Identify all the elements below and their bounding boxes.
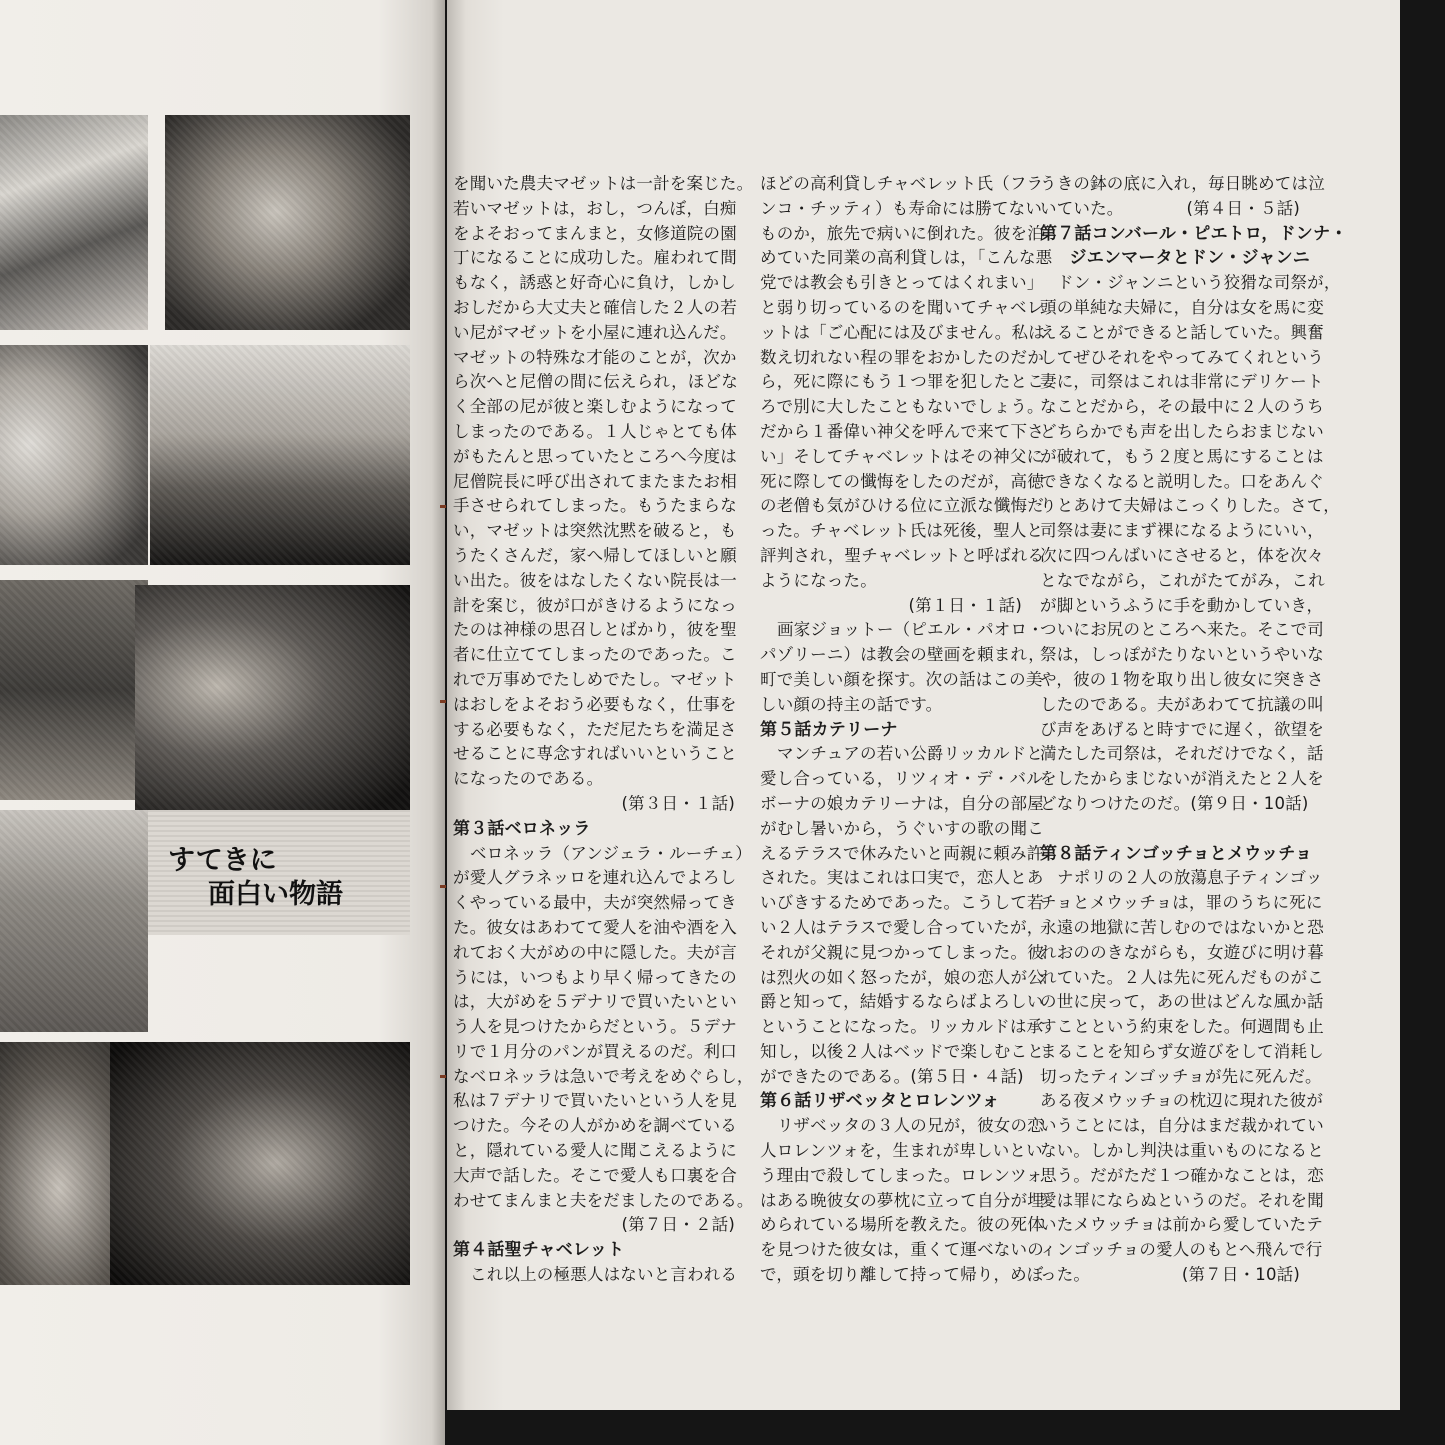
text-line: 思う。だがただ１つ確かなことは，恋 <box>1040 1165 1324 1185</box>
text-line: 若いマゼットは，おし，つんぼ，白痴 <box>453 198 737 218</box>
text-line: 死に際しての懺悔をしたのだが，高徳 <box>760 471 1044 491</box>
text-line: 爵と知って，結婚するならばよろしい <box>760 992 1044 1012</box>
text-line: それが父親に見つかってしまった。彼 <box>760 942 1044 962</box>
text-line: ができたのである。 <box>760 1066 911 1086</box>
text-line: う人を見つけたからだという。５デナ <box>453 1017 737 1037</box>
text-line: が脚というふうに手を動かしていき， <box>1040 595 1324 615</box>
text-line: したのである。夫があわてて抗議の叫 <box>1040 694 1324 714</box>
left-page <box>0 0 445 1445</box>
text-line: できなくなると説明した。口をあんぐ <box>1040 471 1324 491</box>
text-line: 町で美しい顔を探す。次の話はこの美 <box>760 669 1043 689</box>
text-line: ベロネッラ（アンジェラ・ルーチェ） <box>470 843 753 863</box>
text-line: チョとメウッチョは，罪のうちに死に <box>1040 893 1323 913</box>
photo-castle-crowd <box>150 345 410 565</box>
text-line: どなりつけたのだ。 <box>1040 793 1191 813</box>
text-line: 画家ジョットー（ピエル・パオロ・ <box>777 620 1044 640</box>
text-line: どちらかでも声を出したらおまじない <box>1040 421 1324 441</box>
text-column-1 <box>453 172 754 1288</box>
text-line: 評判され，聖チャベレットと呼ばれる <box>760 545 1045 565</box>
text-line: が破れて，もう２度と馬にすることは <box>1040 446 1324 466</box>
section-title-line-1: すてきに <box>168 845 277 876</box>
text-line: れておく大がめの中に隠した。夫が言 <box>453 942 737 962</box>
text-line: りとあけて夫婦はこっくりした。さて， <box>1040 496 1340 516</box>
text-line-with-reference <box>1040 1263 1310 1288</box>
text-line: なことだから，その最中に２人のうち <box>1040 397 1324 417</box>
text-line: つけた。今その人がかめを調べている <box>453 1116 737 1136</box>
text-line: 満たした司祭は，それだけでなく，話 <box>1040 744 1324 764</box>
text-line: 手させられてしまった。もうたまらな <box>453 496 737 516</box>
text-line: ドン・ジャンニという狡猾な司祭が， <box>1057 273 1341 293</box>
text-line: いうことには，自分はまだ裁かれてい <box>1040 1116 1324 1136</box>
text-line: う理由で殺してしまった。ロレンツォ <box>760 1165 1043 1185</box>
text-line: マゼットの特殊な才能のことが，次か <box>453 347 737 367</box>
text-line: 者に仕立ててしまったのであった。こ <box>453 645 737 665</box>
episode-reference: (第１日・１話) <box>908 595 1022 615</box>
text-line: い２人はテラスで愛し合っていたが， <box>760 917 1044 937</box>
text-line: は，大がめを５デナリで買いたいとい <box>453 992 737 1012</box>
text-line: ついにお尻のところへ来た。そこで司 <box>1040 620 1324 640</box>
text-line: 愛は罪にならぬというのだ。それを聞 <box>1040 1190 1324 1210</box>
text-line: しい顔の持主の話です。 <box>760 694 943 714</box>
text-line: になったのである。 <box>453 769 604 789</box>
text-line: もなく，誘惑と好奇心に負け，しかし <box>453 273 736 293</box>
text-line: 知し，以後２人はベッドで楽しむこと <box>760 1041 1044 1061</box>
photo-ruins <box>0 810 148 1032</box>
text-line: となでながら，これがたてがみ，これ <box>1040 570 1325 590</box>
text-line: ない。しかし判決は重いものになると <box>1040 1141 1324 1161</box>
text-line: これ以上の極悪人はないと言われる <box>470 1265 738 1285</box>
text-line: で，頭を切り離して持って帰り，めぼ <box>760 1265 1044 1285</box>
photo-monks <box>0 115 148 330</box>
text-line: を見つけた彼女は，重くて運べないの <box>760 1240 1044 1260</box>
text-line: ものか，旅先で病いに倒れた。彼を泊 <box>760 223 1044 243</box>
text-line: された。実はこれは口実で，恋人とあ <box>760 868 1044 888</box>
text-line: なベロネッラは急いで考えをめぐらし， <box>453 1066 754 1086</box>
text-line: や，彼の１物を取り出し彼女に突きさ <box>1040 669 1324 689</box>
text-line: の老僧も気がひける位に立派な懺悔だ <box>760 496 1044 516</box>
text-line: がむし暑いから，うぐいすの歌の聞こ <box>760 818 1044 838</box>
text-line: いびきするためであった。こうして若 <box>760 893 1044 913</box>
text-line: と，隠れている愛人に聞こえるように <box>453 1141 737 1161</box>
text-line: リザベッタの３人の兄が，彼女の恋 <box>777 1116 1044 1136</box>
text-line: めていた同業の高利貸しは，「こんな悪 <box>760 248 1053 268</box>
text-line: が愛人グラネッロを連れ込んでよろし <box>453 868 737 888</box>
section-title-line-2: 面白い物語 <box>208 879 343 910</box>
text-line: わせてまんまと夫をだましたのである。 <box>453 1190 754 1210</box>
text-line <box>1040 817 1310 842</box>
text-line: ボーナの娘カテリーナは，自分の部屋 <box>760 793 1044 813</box>
text-line-with-reference <box>760 1065 1032 1090</box>
text-line: ら，死に際にもう１つ罪を犯したとこ <box>760 372 1044 392</box>
text-line: ら次へと尼僧の間に伝えられ，ほどな <box>453 372 738 392</box>
text-line-with-reference <box>1040 197 1310 222</box>
text-line: しまったのである。１人じゃとても体 <box>453 421 737 441</box>
story-heading: ジエンマータとドン・ジャンニ <box>1069 248 1310 269</box>
text-line: 妻に，司祭はこれは非常にデリケート <box>1040 372 1324 392</box>
text-line: び声をあげると時すでに遅く，欲望を <box>1040 719 1325 739</box>
text-line: うたくさんだ，家へ帰してほしいと願 <box>453 545 737 565</box>
text-line: ほどの高利貸しチャベレット氏（フラ <box>760 174 1044 193</box>
text-line: ある夜メウッチョの枕辺に現れた彼が <box>1040 1091 1324 1111</box>
text-line: まることを知らず女遊びをして消耗し <box>1040 1041 1324 1061</box>
episode-reference: (第４日・５話) <box>1186 198 1300 218</box>
text-line: ィンゴッチョの愛人のもとへ飛んで行 <box>1040 1240 1323 1260</box>
episode-reference: (第５日・４話) <box>910 1066 1024 1086</box>
text-line: はおしをよそおう必要もなく，仕事を <box>453 694 737 714</box>
text-line: がもたんと思っていたところへ今度は <box>453 446 737 466</box>
text-line: 切ったティンゴッチョが先に死んだ。 <box>1040 1066 1322 1086</box>
text-line: は烈火の如く怒ったが，娘の恋人が公 <box>760 967 1044 987</box>
text-line: パゾリーニ）は教会の壁画を頼まれ， <box>760 645 1045 665</box>
episode-reference: (第７日・10話) <box>1181 1265 1300 1285</box>
text-line: 私は７デナリで買いたいという人を見 <box>453 1091 737 1111</box>
text-line: た。彼女はあわてて愛人を油や酒を入 <box>453 917 737 937</box>
binding-stitch <box>440 1075 446 1078</box>
text-line: いたメウッチョは前から愛していたテ <box>1040 1215 1324 1235</box>
text-line: った。 <box>1040 1265 1091 1285</box>
story-heading: 第８話ティンゴッチョとメウッチョ <box>1040 843 1313 864</box>
episode-reference: (第９日・10話) <box>1190 793 1309 813</box>
text-line-with-reference <box>1040 792 1310 817</box>
story-heading: 第７話コンバール・ピエトロ，ドンナ・ <box>1040 223 1348 244</box>
text-line: えることができると話していた。興奮 <box>1040 322 1324 342</box>
episode-reference: (第３日・１話) <box>621 793 735 813</box>
text-line: い」そしてチャベレットはその神父に <box>760 446 1044 466</box>
text-line: 祭は，しっぽがたりないというやいな <box>1040 645 1324 665</box>
text-line: はある晩彼女の夢枕に立って自分が埋 <box>760 1190 1044 1210</box>
text-column-3 <box>1040 172 1348 1288</box>
text-line: くやっている最中，夫が突然帰ってき <box>453 893 737 913</box>
binding-stitch <box>440 700 446 703</box>
photo-old-men <box>135 585 410 810</box>
story-heading: 第３話ベロネッラ <box>453 818 591 839</box>
text-line: 党では教会も引きとってはくれまい」 <box>760 273 1044 293</box>
text-line: 計を案じ，彼が口がきけるようになっ <box>453 595 737 615</box>
text-line: の世に戻って，あの世はどんな風か話 <box>1040 992 1324 1012</box>
text-line: 永遠の地獄に苦しむのではないかと恐 <box>1040 917 1324 937</box>
text-line: をしたからまじないが消えたと２人を <box>1040 769 1324 789</box>
text-line: うには，いつもより早く帰ってきたの <box>453 967 737 987</box>
text-line: 愛し合っている，リツィオ・デ・バル <box>760 769 1043 789</box>
text-line: と弱り切っているのを聞いてチャベレ <box>760 297 1044 317</box>
text-line: ンコ・チッティ）も寿命には勝てない <box>760 198 1043 218</box>
text-line: ということになった。リッカルドは承 <box>760 1017 1044 1037</box>
text-line: った。チャベレット氏は死後，聖人と <box>760 521 1044 541</box>
text-line: 人ロレンツォを，生まれが卑しいとい <box>760 1141 1043 1161</box>
text-line: 大声で話した。そこで愛人も口裏を合 <box>453 1165 737 1185</box>
text-column-2 <box>760 172 1053 1288</box>
photo-woman-portrait <box>0 345 148 565</box>
text-line: 尼僧院長に呼び出されてまたまたお相 <box>453 471 737 491</box>
text-line: せることに専念すればいいということ <box>453 744 737 764</box>
text-line: 丁になることに成功した。雇われて間 <box>453 248 737 268</box>
story-heading: 第５話カテリーナ <box>760 719 898 740</box>
text-line: する必要もなく，ただ尼たちを満足さ <box>453 719 737 739</box>
text-line: うきの鉢の底に入れ，毎日眺めては泣 <box>1040 174 1325 193</box>
text-line: リで１月分のパンが買えるのだ。利口 <box>453 1041 737 1061</box>
photo-couple <box>110 1042 410 1285</box>
section-title-box <box>148 810 410 935</box>
text-line: を聞いた農夫マゼットは一計を案じた。 <box>453 174 754 193</box>
text-line: れおののきながらも，女遊びに明け暮 <box>1040 942 1324 962</box>
text-line: マンチュアの若い公爵リッカルドと <box>777 744 1044 764</box>
text-line: 司祭は妻にまず裸になるようにいい， <box>1040 521 1324 541</box>
text-line: れていた。２人は先に死んだものがこ <box>1040 967 1324 987</box>
binding-stitch <box>440 885 446 888</box>
text-line: すことという約束をした。何週間も止 <box>1040 1017 1324 1037</box>
text-line: をよそおってまんまと，女修道院の園 <box>453 223 737 243</box>
text-line: ろで別に大したこともないでしょう。 <box>760 397 1044 417</box>
story-heading: 第６話リザベッタとロレンツォ <box>760 1091 1000 1112</box>
text-line: れで万事めでたしめでたし。マゼット <box>453 669 737 689</box>
text-line: えるテラスで休みたいと両親に頼み許 <box>760 843 1044 863</box>
text-line: 数え切れない程の罪をおかしたのだか <box>760 347 1044 367</box>
text-line: 頭の単純な夫婦に，自分は女を馬に変 <box>1040 297 1324 317</box>
text-line: い出た。彼をはなしたくない院長は一 <box>453 570 737 590</box>
text-line: だから１番偉い神父を呼んで来て下さ <box>760 421 1044 441</box>
text-line: してぜひそれをやってみてくれという <box>1040 347 1324 367</box>
text-line: おしだから大丈夫と確信した２人の若 <box>453 297 737 317</box>
text-line: く全部の尼が彼と楽しむようになって <box>453 397 737 417</box>
text-line: 次に四つんばいにさせると，体を次々 <box>1040 545 1324 565</box>
text-line: ようになった。 <box>760 570 877 590</box>
binding-stitch <box>440 505 446 508</box>
text-line: たのは神様の思召しとばかり，彼を聖 <box>453 620 737 640</box>
text-line: められている場所を教えた。彼の死体 <box>760 1215 1044 1235</box>
text-line: い尼がマゼットを小屋に連れ込んだ。 <box>453 322 737 342</box>
text-line: ナポリの２人の放蕩息子ティンゴッ <box>1057 868 1323 888</box>
photo-doorway-figures <box>0 580 148 800</box>
text-line: いていた。 <box>1040 198 1124 218</box>
text-line: ットは「ご心配には及びません。私は <box>760 322 1045 342</box>
story-heading: 第４話聖チャベレット <box>453 1240 625 1261</box>
episode-reference: (第７日・２話) <box>621 1215 735 1235</box>
text-line: い，マゼットは突然沈黙を破ると，も <box>453 521 737 541</box>
photo-woman-crouching <box>165 115 410 330</box>
